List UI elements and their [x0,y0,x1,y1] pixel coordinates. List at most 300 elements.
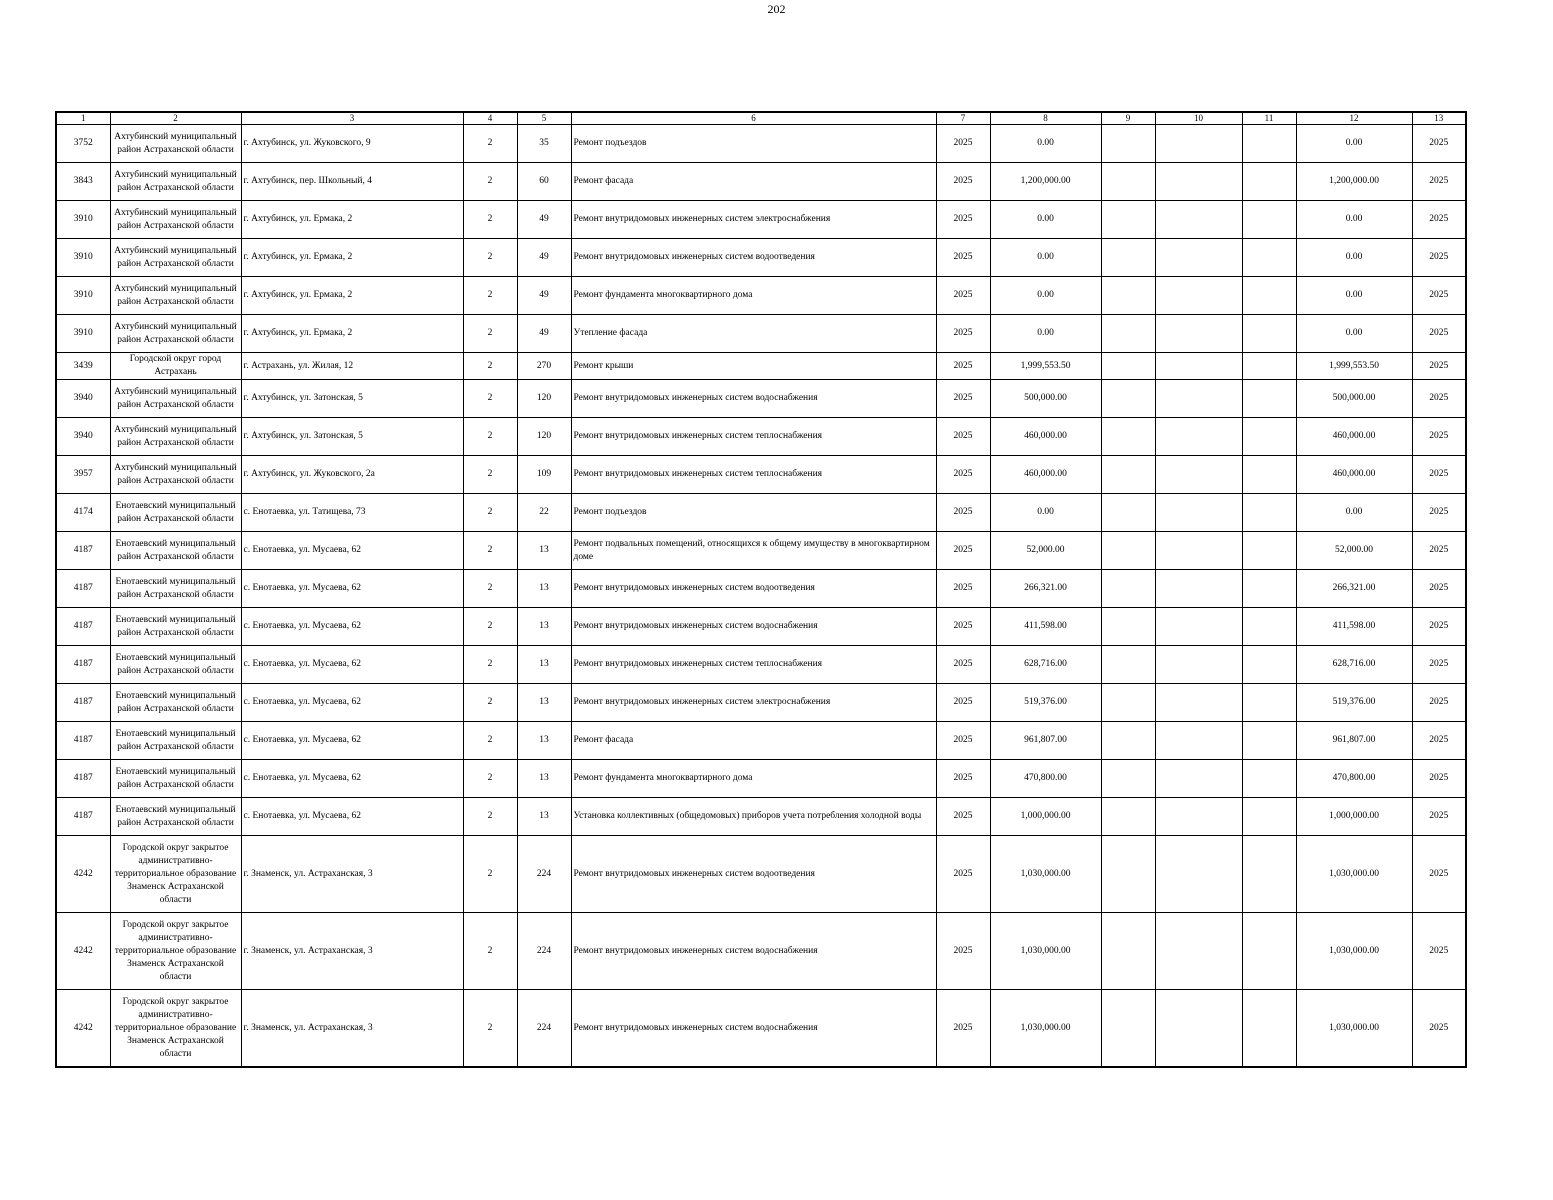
table-row [56,913,1466,990]
cell-municipality: Ахтубинский муниципальный район Астраханской области [110,456,241,494]
cell-work-type: Ремонт крыши [571,353,936,380]
cell-total: 628,716.00 [1296,646,1412,684]
cell-address: с. Енотаевка, ул. Мусаева, 62 [241,722,463,760]
cell-col4: 2 [463,684,517,722]
cell-col9 [1101,684,1155,722]
column-header: 3 [241,112,463,125]
cell-col10 [1155,125,1242,163]
cell-total: 1,030,000.00 [1296,990,1412,1068]
column-header: 11 [1242,112,1296,125]
cell-house-id: 3752 [56,125,110,163]
cell-address: г. Ахтубинск, ул. Жуковского, 2а [241,456,463,494]
cell-address: г. Ахтубинск, ул. Ермака, 2 [241,315,463,353]
cell-col9 [1101,913,1155,990]
cell-year: 2025 [936,418,990,456]
cell-total: 460,000.00 [1296,456,1412,494]
cell-col4: 2 [463,532,517,570]
cell-cost: 1,200,000.00 [990,163,1101,201]
cell-col5: 224 [517,913,571,990]
cell-col4: 2 [463,418,517,456]
cell-total: 0.00 [1296,239,1412,277]
cell-col9 [1101,532,1155,570]
cell-municipality: Ахтубинский муниципальный район Астраханской области [110,163,241,201]
cell-cost: 460,000.00 [990,418,1101,456]
cell-col9 [1101,315,1155,353]
cell-completion-year: 2025 [1412,990,1466,1068]
cell-completion-year: 2025 [1412,353,1466,380]
cell-col10 [1155,913,1242,990]
cell-col5: 13 [517,532,571,570]
table-row [56,532,1466,570]
cell-cost: 1,030,000.00 [990,990,1101,1068]
cell-completion-year: 2025 [1412,494,1466,532]
cell-municipality: Городской округ закрытое административно-территориальное образование Знаменск Астраханской области [110,913,241,990]
cell-house-id: 4187 [56,722,110,760]
cell-year: 2025 [936,684,990,722]
cell-col9 [1101,239,1155,277]
cell-completion-year: 2025 [1412,456,1466,494]
cell-municipality: Городской округ закрытое административно-территориальное образование Знаменск Астраханской области [110,836,241,913]
cell-col11 [1242,456,1296,494]
cell-municipality: Ахтубинский муниципальный район Астраханской области [110,239,241,277]
cell-col5: 49 [517,277,571,315]
cell-year: 2025 [936,380,990,418]
cell-col11 [1242,315,1296,353]
cell-col5: 224 [517,990,571,1068]
cell-cost: 628,716.00 [990,646,1101,684]
cell-year: 2025 [936,532,990,570]
cell-col11 [1242,646,1296,684]
cell-work-type: Ремонт фасада [571,163,936,201]
cell-total: 0.00 [1296,315,1412,353]
cell-house-id: 4242 [56,913,110,990]
table-row [56,380,1466,418]
cell-municipality: Городской округ закрытое административно-территориальное образование Знаменск Астраханской области [110,990,241,1068]
cell-col4: 2 [463,990,517,1068]
cell-col5: 120 [517,380,571,418]
table-row [56,494,1466,532]
cell-col11 [1242,760,1296,798]
cell-work-type: Ремонт внутридомовых инженерных систем водоотведения [571,239,936,277]
page-number: 202 [767,2,786,16]
cell-cost: 1,999,553.50 [990,353,1101,380]
cell-col9 [1101,990,1155,1068]
cell-cost: 1,000,000.00 [990,798,1101,836]
cell-municipality: Ахтубинский муниципальный район Астраханской области [110,418,241,456]
cell-house-id: 3843 [56,163,110,201]
cell-work-type: Ремонт фундамента многоквартирного дома [571,760,936,798]
cell-col10 [1155,760,1242,798]
cell-cost: 52,000.00 [990,532,1101,570]
cell-work-type: Ремонт внутридомовых инженерных систем теплоснабжения [571,646,936,684]
cell-col10 [1155,201,1242,239]
cell-municipality: Енотаевский муниципальный район Астраханской области [110,646,241,684]
cell-work-type: Ремонт внутридомовых инженерных систем водоотведения [571,570,936,608]
capital-repair-table [55,111,1467,1068]
cell-total: 411,598.00 [1296,608,1412,646]
cell-col4: 2 [463,163,517,201]
cell-cost: 1,030,000.00 [990,836,1101,913]
cell-house-id: 3940 [56,380,110,418]
cell-col4: 2 [463,125,517,163]
cell-col9 [1101,494,1155,532]
cell-total: 0.00 [1296,201,1412,239]
cell-municipality: Ахтубинский муниципальный район Астраханской области [110,315,241,353]
column-header: 10 [1155,112,1242,125]
cell-total: 500,000.00 [1296,380,1412,418]
cell-col9 [1101,646,1155,684]
table-row [56,125,1466,163]
cell-col10 [1155,277,1242,315]
cell-house-id: 4242 [56,836,110,913]
cell-col10 [1155,684,1242,722]
cell-col11 [1242,990,1296,1068]
cell-address: с. Енотаевка, ул. Мусаева, 62 [241,646,463,684]
cell-cost: 0.00 [990,277,1101,315]
cell-address: с. Енотаевка, ул. Татищева, 73 [241,494,463,532]
cell-col10 [1155,239,1242,277]
cell-house-id: 4187 [56,684,110,722]
table-body [56,125,1466,1068]
cell-work-type: Ремонт внутридомовых инженерных систем теплоснабжения [571,456,936,494]
cell-municipality: Енотаевский муниципальный район Астраханской области [110,798,241,836]
table-row [56,315,1466,353]
cell-address: с. Енотаевка, ул. Мусаева, 62 [241,532,463,570]
cell-work-type: Ремонт внутридомовых инженерных систем водоснабжения [571,380,936,418]
cell-col11 [1242,201,1296,239]
cell-address: г. Знаменск, ул. Астраханская, 3 [241,836,463,913]
cell-col10 [1155,608,1242,646]
cell-house-id: 4187 [56,570,110,608]
cell-cost: 0.00 [990,239,1101,277]
cell-year: 2025 [936,353,990,380]
cell-address: г. Ахтубинск, ул. Жуковского, 9 [241,125,463,163]
cell-cost: 519,376.00 [990,684,1101,722]
cell-house-id: 3957 [56,456,110,494]
cell-year: 2025 [936,277,990,315]
cell-col10 [1155,456,1242,494]
cell-address: г. Ахтубинск, ул. Ермака, 2 [241,201,463,239]
cell-col11 [1242,277,1296,315]
cell-col9 [1101,418,1155,456]
cell-municipality: Ахтубинский муниципальный район Астраханской области [110,277,241,315]
cell-col5: 22 [517,494,571,532]
cell-year: 2025 [936,646,990,684]
cell-col4: 2 [463,315,517,353]
cell-completion-year: 2025 [1412,913,1466,990]
cell-col4: 2 [463,646,517,684]
cell-col10 [1155,418,1242,456]
table-row [56,760,1466,798]
cell-completion-year: 2025 [1412,798,1466,836]
cell-work-type: Ремонт внутридомовых инженерных систем водоотведения [571,836,936,913]
table-row [56,608,1466,646]
cell-address: г. Знаменск, ул. Астраханская, 3 [241,990,463,1068]
cell-col9 [1101,836,1155,913]
cell-col5: 13 [517,760,571,798]
table-row [56,990,1466,1068]
cell-col4: 2 [463,201,517,239]
cell-col11 [1242,532,1296,570]
cell-col9 [1101,163,1155,201]
cell-total: 0.00 [1296,125,1412,163]
cell-address: г. Знаменск, ул. Астраханская, 3 [241,913,463,990]
cell-year: 2025 [936,494,990,532]
cell-year: 2025 [936,239,990,277]
cell-col9 [1101,125,1155,163]
table-row [56,798,1466,836]
cell-col4: 2 [463,798,517,836]
cell-col11 [1242,418,1296,456]
cell-col5: 35 [517,125,571,163]
cell-municipality: Енотаевский муниципальный район Астраханской области [110,570,241,608]
cell-col4: 2 [463,494,517,532]
cell-completion-year: 2025 [1412,608,1466,646]
cell-address: с. Енотаевка, ул. Мусаева, 62 [241,570,463,608]
cell-col4: 2 [463,239,517,277]
cell-completion-year: 2025 [1412,722,1466,760]
cell-col9 [1101,456,1155,494]
cell-total: 460,000.00 [1296,418,1412,456]
cell-col11 [1242,836,1296,913]
cell-cost: 0.00 [990,315,1101,353]
cell-completion-year: 2025 [1412,684,1466,722]
column-header: 6 [571,112,936,125]
cell-address: г. Ахтубинск, пер. Школьный, 4 [241,163,463,201]
column-header: 9 [1101,112,1155,125]
cell-col4: 2 [463,456,517,494]
cell-col5: 224 [517,836,571,913]
cell-col10 [1155,380,1242,418]
cell-work-type: Ремонт фасада [571,722,936,760]
cell-col5: 13 [517,646,571,684]
cell-municipality: Городской округ город Астрахань [110,353,241,380]
cell-col10 [1155,570,1242,608]
cell-col9 [1101,798,1155,836]
cell-completion-year: 2025 [1412,239,1466,277]
cell-col11 [1242,163,1296,201]
cell-col10 [1155,163,1242,201]
cell-address: г. Ахтубинск, ул. Затонская, 5 [241,380,463,418]
column-number-row [56,112,1466,125]
table-row [56,418,1466,456]
column-header: 13 [1412,112,1466,125]
cell-cost: 1,030,000.00 [990,913,1101,990]
cell-col4: 2 [463,760,517,798]
cell-col5: 49 [517,201,571,239]
cell-total: 961,807.00 [1296,722,1412,760]
cell-cost: 961,807.00 [990,722,1101,760]
cell-completion-year: 2025 [1412,163,1466,201]
cell-col5: 13 [517,722,571,760]
cell-year: 2025 [936,913,990,990]
cell-completion-year: 2025 [1412,315,1466,353]
cell-col9 [1101,570,1155,608]
cell-municipality: Енотаевский муниципальный район Астраханской области [110,494,241,532]
cell-address: с. Енотаевка, ул. Мусаева, 62 [241,798,463,836]
column-header: 12 [1296,112,1412,125]
cell-year: 2025 [936,608,990,646]
cell-col4: 2 [463,722,517,760]
cell-work-type: Установка коллективных (общедомовых) приборов учета потребления холодной воды [571,798,936,836]
table-row [56,201,1466,239]
cell-year: 2025 [936,456,990,494]
cell-col4: 2 [463,277,517,315]
cell-municipality: Енотаевский муниципальный район Астраханской области [110,760,241,798]
cell-completion-year: 2025 [1412,760,1466,798]
column-header: 8 [990,112,1101,125]
cell-cost: 266,321.00 [990,570,1101,608]
cell-col5: 120 [517,418,571,456]
cell-col4: 2 [463,608,517,646]
cell-completion-year: 2025 [1412,532,1466,570]
cell-total: 1,000,000.00 [1296,798,1412,836]
cell-year: 2025 [936,798,990,836]
cell-completion-year: 2025 [1412,277,1466,315]
cell-total: 1,999,553.50 [1296,353,1412,380]
cell-completion-year: 2025 [1412,836,1466,913]
cell-year: 2025 [936,201,990,239]
cell-col11 [1242,353,1296,380]
cell-address: с. Енотаевка, ул. Мусаева, 62 [241,608,463,646]
cell-work-type: Ремонт внутридомовых инженерных систем теплоснабжения [571,418,936,456]
cell-house-id: 4187 [56,608,110,646]
table-row [56,722,1466,760]
cell-total: 1,030,000.00 [1296,913,1412,990]
cell-completion-year: 2025 [1412,418,1466,456]
cell-work-type: Ремонт внутридомовых инженерных систем водоснабжения [571,913,936,990]
cell-work-type: Ремонт фундамента многоквартирного дома [571,277,936,315]
cell-total: 519,376.00 [1296,684,1412,722]
cell-col9 [1101,277,1155,315]
cell-col4: 2 [463,913,517,990]
cell-total: 1,200,000.00 [1296,163,1412,201]
cell-municipality: Енотаевский муниципальный район Астраханской области [110,532,241,570]
cell-work-type: Ремонт внутридомовых инженерных систем электроснабжения [571,201,936,239]
cell-address: г. Ахтубинск, ул. Ермака, 2 [241,239,463,277]
cell-col11 [1242,125,1296,163]
cell-col10 [1155,532,1242,570]
cell-col11 [1242,684,1296,722]
cell-col11 [1242,798,1296,836]
cell-house-id: 4242 [56,990,110,1068]
cell-year: 2025 [936,315,990,353]
table-row [56,277,1466,315]
cell-cost: 460,000.00 [990,456,1101,494]
cell-completion-year: 2025 [1412,380,1466,418]
cell-house-id: 4187 [56,646,110,684]
cell-cost: 0.00 [990,125,1101,163]
cell-address: г. Астрахань, ул. Жилая, 12 [241,353,463,380]
cell-work-type: Ремонт подвальных помещений, относящихся к общему имуществу в многоквартирном доме [571,532,936,570]
cell-address: г. Ахтубинск, ул. Ермака, 2 [241,277,463,315]
cell-total: 1,030,000.00 [1296,836,1412,913]
cell-year: 2025 [936,570,990,608]
cell-col11 [1242,608,1296,646]
table-row [56,684,1466,722]
cell-total: 470,800.00 [1296,760,1412,798]
cell-col4: 2 [463,353,517,380]
cell-work-type: Утепление фасада [571,315,936,353]
cell-col10 [1155,646,1242,684]
cell-cost: 470,800.00 [990,760,1101,798]
cell-municipality: Ахтубинский муниципальный район Астраханской области [110,201,241,239]
cell-col11 [1242,380,1296,418]
cell-cost: 500,000.00 [990,380,1101,418]
column-header: 7 [936,112,990,125]
cell-year: 2025 [936,722,990,760]
cell-address: с. Енотаевка, ул. Мусаева, 62 [241,684,463,722]
cell-col10 [1155,990,1242,1068]
cell-house-id: 4174 [56,494,110,532]
table-row [56,836,1466,913]
table-row [56,646,1466,684]
cell-house-id: 4187 [56,760,110,798]
cell-col5: 49 [517,315,571,353]
cell-address: г. Ахтубинск, ул. Затонская, 5 [241,418,463,456]
cell-col5: 13 [517,570,571,608]
table-row [56,239,1466,277]
cell-municipality: Енотаевский муниципальный район Астраханской области [110,684,241,722]
cell-house-id: 4187 [56,532,110,570]
cell-col4: 2 [463,836,517,913]
cell-year: 2025 [936,125,990,163]
cell-col11 [1242,722,1296,760]
cell-municipality: Ахтубинский муниципальный район Астраханской области [110,380,241,418]
cell-col10 [1155,798,1242,836]
cell-total: 0.00 [1296,494,1412,532]
cell-house-id: 4187 [56,798,110,836]
cell-cost: 0.00 [990,201,1101,239]
cell-house-id: 3910 [56,315,110,353]
cell-col10 [1155,315,1242,353]
cell-col9 [1101,380,1155,418]
cell-address: с. Енотаевка, ул. Мусаева, 62 [241,760,463,798]
cell-house-id: 3940 [56,418,110,456]
cell-col4: 2 [463,570,517,608]
cell-col9 [1101,608,1155,646]
cell-col9 [1101,722,1155,760]
cell-municipality: Енотаевский муниципальный район Астраханской области [110,608,241,646]
cell-house-id: 3910 [56,239,110,277]
cell-col5: 109 [517,456,571,494]
cell-col11 [1242,570,1296,608]
cell-col5: 13 [517,608,571,646]
cell-municipality: Енотаевский муниципальный район Астраханской области [110,722,241,760]
cell-year: 2025 [936,163,990,201]
cell-col4: 2 [463,380,517,418]
cell-cost: 0.00 [990,494,1101,532]
cell-year: 2025 [936,760,990,798]
table-row [56,570,1466,608]
cell-total: 266,321.00 [1296,570,1412,608]
cell-col11 [1242,913,1296,990]
column-header: 1 [56,112,110,125]
cell-house-id: 3439 [56,353,110,380]
cell-completion-year: 2025 [1412,201,1466,239]
cell-work-type: Ремонт внутридомовых инженерных систем водоснабжения [571,990,936,1068]
cell-work-type: Ремонт подъездов [571,494,936,532]
cell-col5: 49 [517,239,571,277]
cell-completion-year: 2025 [1412,570,1466,608]
cell-col10 [1155,494,1242,532]
cell-col9 [1101,201,1155,239]
cell-col5: 270 [517,353,571,380]
cell-col9 [1101,760,1155,798]
cell-col9 [1101,353,1155,380]
cell-col10 [1155,722,1242,760]
cell-house-id: 3910 [56,277,110,315]
